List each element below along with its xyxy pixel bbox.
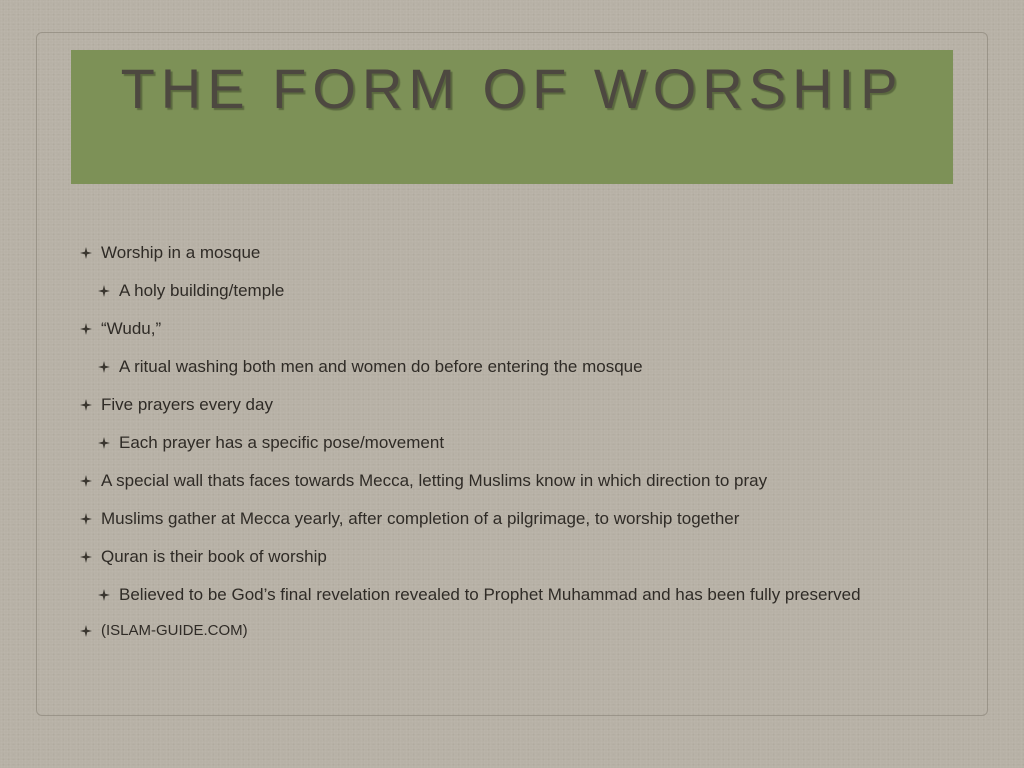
sub-bullet-item <box>98 584 861 606</box>
four-point-star-icon <box>80 551 92 563</box>
bullet-item <box>80 394 273 416</box>
four-point-star-icon <box>98 285 110 297</box>
sub-bullet-item <box>98 280 284 302</box>
bullet-text: Worship in a mosque <box>101 243 261 262</box>
bullet-text: “Wudu,” <box>101 319 162 338</box>
bullet-text: A special wall thats faces towards Mecca, letting Muslims know in which direction to pray <box>101 471 768 490</box>
four-point-star-icon <box>98 589 110 601</box>
four-point-star-icon <box>98 437 110 449</box>
bullet-text: Quran is their book of worship <box>101 547 327 566</box>
bullet-text: (ISLAM-GUIDE.COM) <box>101 622 248 639</box>
bullet-text: Muslims gather at Mecca yearly, after completion of a pilgrimage, to worship together <box>101 509 740 528</box>
bullet-item <box>80 318 161 340</box>
sub-bullet-item <box>98 432 444 454</box>
four-point-star-icon <box>80 399 92 411</box>
bullet-text: A holy building/temple <box>119 281 285 300</box>
source-citation <box>80 620 248 642</box>
title-bar <box>71 50 953 184</box>
bullet-text: Each prayer has a specific pose/movement <box>119 433 445 452</box>
bullet-item <box>80 508 739 530</box>
bullet-text: Believed to be God’s final revelation revealed to Prophet Muhammad and has been fully preserved <box>119 585 861 604</box>
four-point-star-icon <box>80 323 92 335</box>
bullet-text: Five prayers every day <box>101 395 273 414</box>
bullet-text: A ritual washing both men and women do before entering the mosque <box>119 357 643 376</box>
bullet-item <box>80 242 260 264</box>
four-point-star-icon <box>80 475 92 487</box>
four-point-star-icon <box>80 625 92 637</box>
four-point-star-icon <box>80 247 92 259</box>
slide-title: THE FORM OF WORSHIP <box>120 57 904 120</box>
sub-bullet-item <box>98 356 643 378</box>
bullet-item <box>80 546 327 568</box>
four-point-star-icon <box>80 513 92 525</box>
bullet-item <box>80 470 767 492</box>
four-point-star-icon <box>98 361 110 373</box>
